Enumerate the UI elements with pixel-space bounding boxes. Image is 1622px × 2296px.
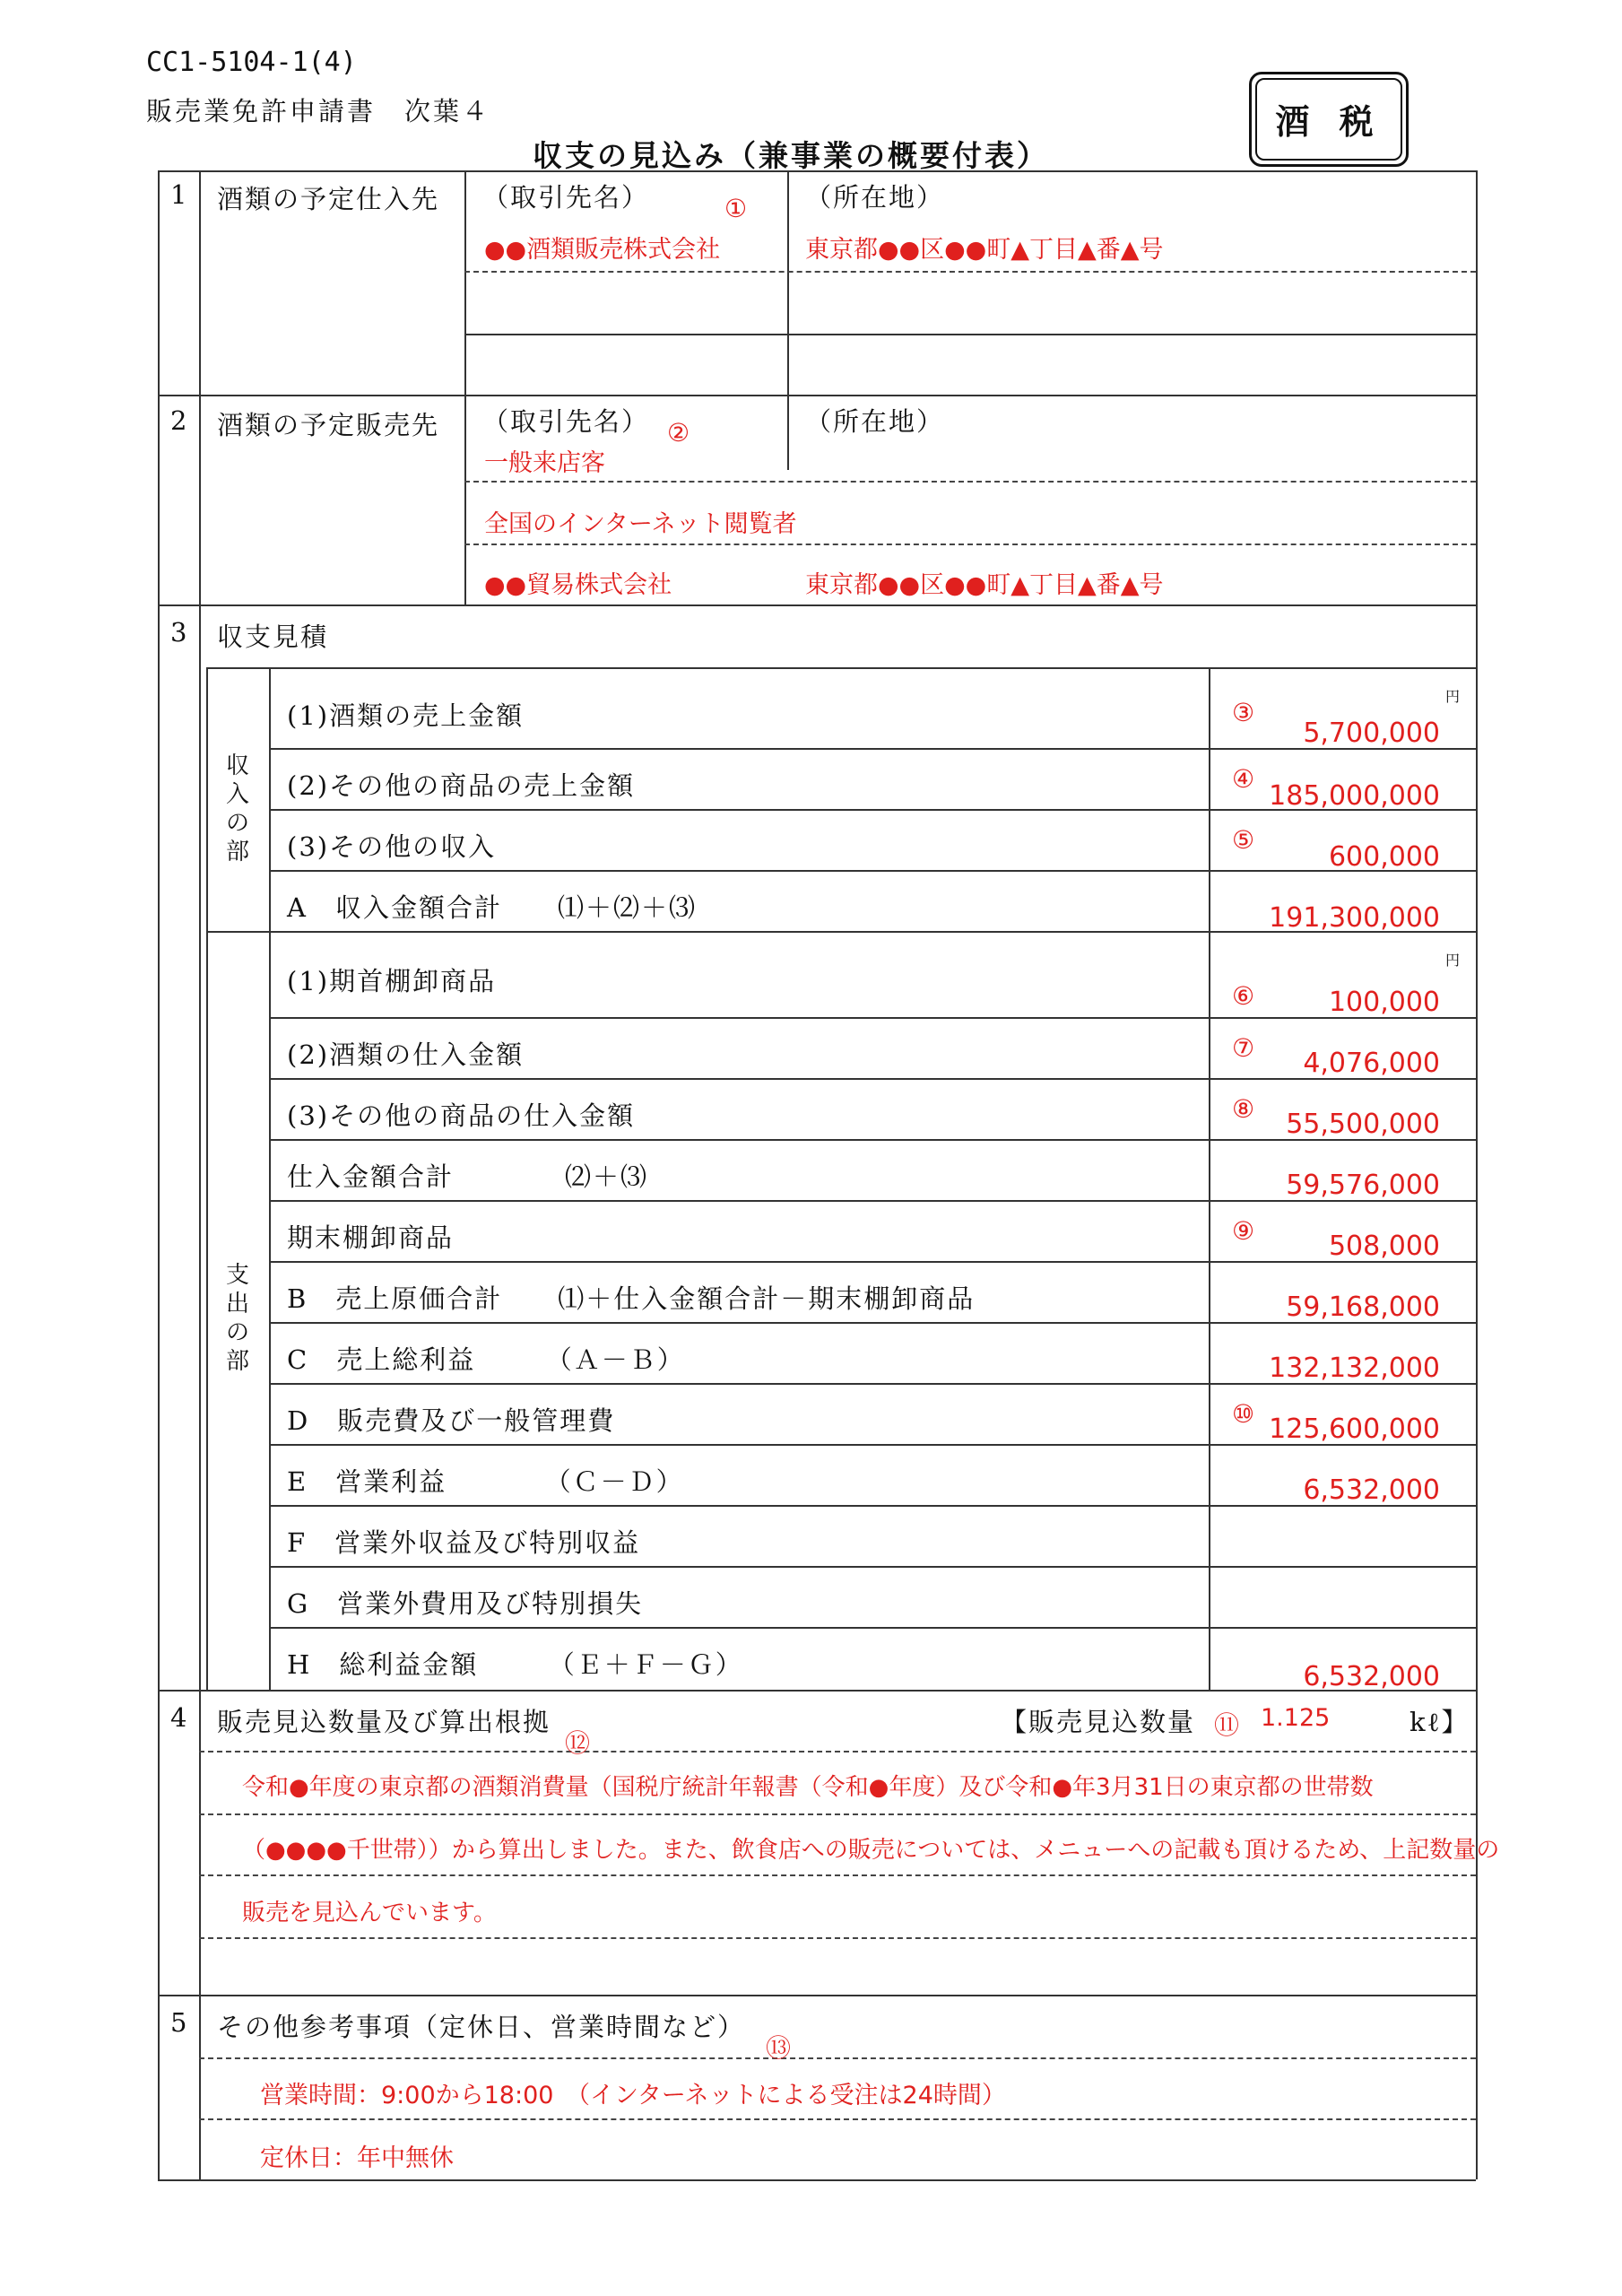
section3-number: 3: [170, 617, 189, 648]
basis-line-3: 販売を見込んでいます。: [242, 1900, 497, 1926]
section4-number: 4: [170, 1702, 189, 1733]
marker-8: ⑧: [1232, 1094, 1255, 1124]
section5-number: 5: [170, 2007, 189, 2038]
section1-label: 酒類の予定仕入先: [217, 184, 440, 214]
marker-2: ②: [667, 418, 690, 448]
marker-5: ⑤: [1232, 825, 1255, 855]
expense-row-label: (3)その他の商品の仕入金額: [287, 1100, 636, 1131]
expense-row-value: 59,576,000: [1286, 1170, 1440, 1201]
expense-row-label: 仕入金額合計 ⑵＋⑶: [287, 1161, 649, 1192]
marker-9: ⑨: [1232, 1216, 1255, 1246]
customer-row-3-name: ●●貿易株式会社: [484, 571, 672, 599]
document-name: 販売業免許申請書 次葉４: [146, 96, 491, 126]
basis-line-1: 令和●年度の東京都の酒類消費量（国税庁統計年報書（令和●年度）及び令和●年3月31日の東京都の世帯数: [242, 1774, 1374, 1801]
marker-1: ①: [724, 194, 748, 223]
marker-4: ④: [1232, 764, 1255, 794]
customer-row-3-address: 東京都●●区●●町▲丁目▲番▲号: [805, 571, 1164, 599]
income-total-label: A 収入金額合計 ⑴＋⑵＋⑶: [287, 892, 697, 923]
income-row-label: (3)その他の収入: [287, 831, 497, 862]
closed-days: 定休日：年中無休: [260, 2144, 454, 2172]
expense-row-label: (2)酒類の仕入金額: [287, 1039, 525, 1070]
form-code: CC1-5104-1(4): [146, 47, 357, 78]
expense-row-value: 132,132,000: [1269, 1352, 1440, 1384]
expense-row-value: 100,000: [1328, 987, 1440, 1018]
expense-row-label: 期末棚卸商品: [287, 1222, 455, 1253]
section2-number: 2: [170, 405, 189, 436]
expense-row-label: F 営業外収益及び特別収益: [287, 1527, 641, 1558]
marker-10: ⑩: [1232, 1399, 1255, 1429]
marker-3: ③: [1232, 698, 1255, 727]
expense-row-value: 59,168,000: [1286, 1292, 1440, 1323]
expense-row-label: G 営業外費用及び特別損失: [287, 1588, 644, 1619]
expense-row-value: 6,532,000: [1303, 1474, 1440, 1506]
section3-label: 収支見積: [217, 622, 329, 652]
income-row-label: (1)酒類の売上金額: [287, 700, 525, 731]
expense-row-label: D 販売費及び一般管理費: [287, 1405, 616, 1436]
section2-address-header: （所在地）: [805, 406, 945, 437]
income-row-value: 5,700,000: [1303, 718, 1440, 749]
income-row-label: (2)その他の商品の売上金額: [287, 770, 636, 801]
expense-row-label: (1)期首棚卸商品: [287, 966, 497, 996]
supplier-name: ●●酒類販売株式会社: [484, 236, 721, 264]
customer-row-2: 全国のインターネット閲覧者: [484, 510, 797, 538]
expense-group-label: 支出の部: [225, 1262, 249, 1375]
section4-label: 販売見込数量及び算出根拠: [217, 1707, 551, 1737]
sales-quantity-unit: kℓ】: [1409, 1707, 1470, 1737]
expense-row-value: 508,000: [1328, 1231, 1440, 1262]
section1-number: 1: [170, 179, 189, 210]
expense-row-label: C 売上総利益 （Ａ－Ｂ）: [287, 1344, 685, 1375]
supplier-address: 東京都●●区●●町▲丁目▲番▲号: [805, 236, 1164, 264]
expense-row-value: 55,500,000: [1286, 1109, 1440, 1140]
expense-row-label: E 営業利益 （Ｃ－Ｄ）: [287, 1466, 684, 1497]
marker-7: ⑦: [1232, 1033, 1255, 1063]
expense-row-value: 6,532,000: [1303, 1661, 1440, 1692]
expense-row-value: 4,076,000: [1303, 1048, 1440, 1079]
income-row-value: 185,000,000: [1269, 780, 1440, 812]
customer-row-1: 一般来店客: [484, 449, 605, 477]
income-row-value: 600,000: [1328, 841, 1440, 873]
expense-unit: 円: [1445, 952, 1461, 969]
page-title: 収支の見込み（兼事業の概要付表）: [533, 138, 1049, 173]
expense-row-value: 125,600,000: [1269, 1413, 1440, 1445]
section5-label: その他参考事項（定休日、営業時間など）: [217, 2012, 746, 2042]
section1-address-header: （所在地）: [805, 182, 945, 213]
expense-row-label: B 売上原価合計 ⑴＋仕入金額合計－期末棚卸商品: [287, 1283, 976, 1314]
section1-partner-header: （取引先名）: [482, 182, 650, 213]
income-total-value: 191,300,000: [1269, 902, 1440, 934]
marker-13: ⑬: [766, 2033, 792, 2063]
expense-row-label: H 総利益金額 （Ｅ＋Ｆ－Ｇ）: [287, 1649, 743, 1680]
section2-partner-header: （取引先名）: [482, 406, 650, 437]
business-hours: 営業時間：9:00から18:00 （インターネットによる受注は24時間）: [260, 2082, 1006, 2109]
sales-quantity-value: 1.125: [1261, 1704, 1331, 1732]
marker-11: ⑪: [1214, 1710, 1240, 1740]
income-group-label: 収入の部: [225, 752, 249, 865]
stamp-box: [1249, 72, 1409, 167]
stamp-text: 酒 税: [1275, 102, 1383, 142]
marker-12: ⑫: [565, 1728, 591, 1758]
marker-6: ⑥: [1232, 981, 1255, 1011]
section2-label: 酒類の予定販売先: [217, 410, 440, 440]
sales-quantity-label: 【販売見込数量: [1001, 1707, 1196, 1737]
basis-line-2: （●●●●千世帯））から算出しました。また、飲食店への販売については、メニューへの記載も頂けるため、上記数量の: [242, 1837, 1500, 1864]
income-unit: 円: [1445, 688, 1461, 705]
